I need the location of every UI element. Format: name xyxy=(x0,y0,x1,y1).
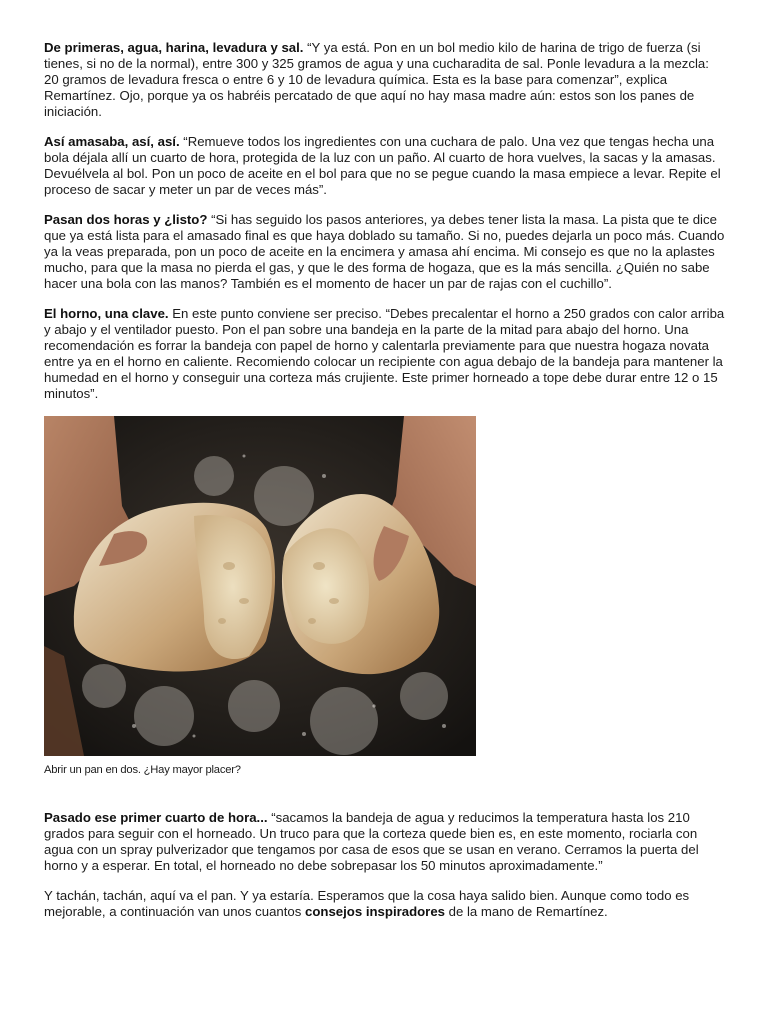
paragraph-body: En este punto conviene ser preciso. “Debes precalentar el horno a 250 grados con calor arriba y abajo y el ventilador puesto. Pon el pan sobre una bandeja en la parte de la mitad para abajo del horno. Una recomendación es forrar la bandeja con papel de horno y calentarla previamente para que nuestra hogaza novata entre ya en el horno en caliente. Recomiendo colocar un recipiente con agua debajo de la bandeja para mantener la humedad en el horno y conseguir una corteza más crujiente. Este primer horneado a tope debe durar entre 12 o 15 minutos”. xyxy=(44,306,725,401)
photo-caption: Abrir un pan en dos. ¿Hay mayor placer? xyxy=(44,764,241,776)
inspiring-tips-link[interactable]: consejos inspiradores xyxy=(305,904,445,919)
paragraph-lead: Pasado ese primer cuarto de hora... xyxy=(44,810,268,825)
closing-text-end: de la mano de Remartínez. xyxy=(444,904,608,919)
paragraph-lead: De primeras, agua, harina, levadura y sal. xyxy=(44,40,304,55)
paragraph-oven xyxy=(44,306,726,402)
paragraph-kneading xyxy=(44,134,726,198)
paragraph-after-baking xyxy=(44,810,726,874)
paragraph-lead: Pasan dos horas y ¿listo? xyxy=(44,212,208,227)
paragraph-body: “sacamos la bandeja de agua y reducimos la temperatura hasta los 210 grados para seguir con el horneado. Un truco para que la corteza quede bien es, en este momento, rociarla con agua con un spray pulverizador que tengamos por casa de esos que se usan en verano. Cerramos la puerta del horno y a esperar. En total, el horneado no debe sobrepasar los 50 minutos aproximadamente.” xyxy=(44,810,699,873)
paragraph-closing xyxy=(44,888,726,920)
paragraph-ingredients xyxy=(44,40,726,120)
paragraph-lead: Así amasaba, así, así. xyxy=(44,134,180,149)
paragraph-rising xyxy=(44,212,726,292)
paragraph-body: “Remueve todos los ingredientes con una cuchara de palo. Una vez que tengas hecha una bola déjala allí un cuarto de hora, protegida de la luz con un paño. Al cuarto de hora vuelves, la sacas y la amasas. Devuélvela al bol. Pon un poco de aceite en el bol para que no se pegue cuando la masa empiece a levar. Repite el proceso de sacar y meter un par de veces más”. xyxy=(44,134,721,197)
paragraph-body: “Y ya está. Pon en un bol medio kilo de harina de trigo de fuerza (si tienes, si no de la normal), entre 300 y 325 gramos de agua y una cucharadita de sal. Ponle levadura a la mezcla: 20 gramos de levadura fresca o entre 6 y 10 de levadura química. Esta es la base para comenzar”, explica Remartínez. Ojo, porque ya os habréis percatado de que aquí no hay masa madre aún: estos son los panes de iniciación. xyxy=(44,40,709,119)
bread-photo xyxy=(44,416,476,756)
paragraph-body: “Si has seguido los pasos anteriores, ya debes tener lista la masa. La pista que te dice que ya está lista para el amasado final es que haya doblado su tamaño. Si no, puedes dejarla un poco más. Cuando ya la veas preparada, pon un poco de aceite en la encimera y amasa ahí encima. Mi consejo es que no la aplastes mucho, para que la masa no pierda el gas, y que le des forma de hogaza, que es la más sencilla. ¿Quién no sabe hacer una bola con las manos? También es el momento de hacer un par de rajas con el cuchillo”. xyxy=(44,212,725,291)
paragraph-lead: El horno, una clave. xyxy=(44,306,169,321)
article xyxy=(44,40,726,934)
closing-text: Y tachán, tachán, aquí va el pan. Y ya estaría. Esperamos que la cosa haya salido bien. Aunque como todo es mejorable, a continuación van unos cuantos xyxy=(44,888,690,919)
